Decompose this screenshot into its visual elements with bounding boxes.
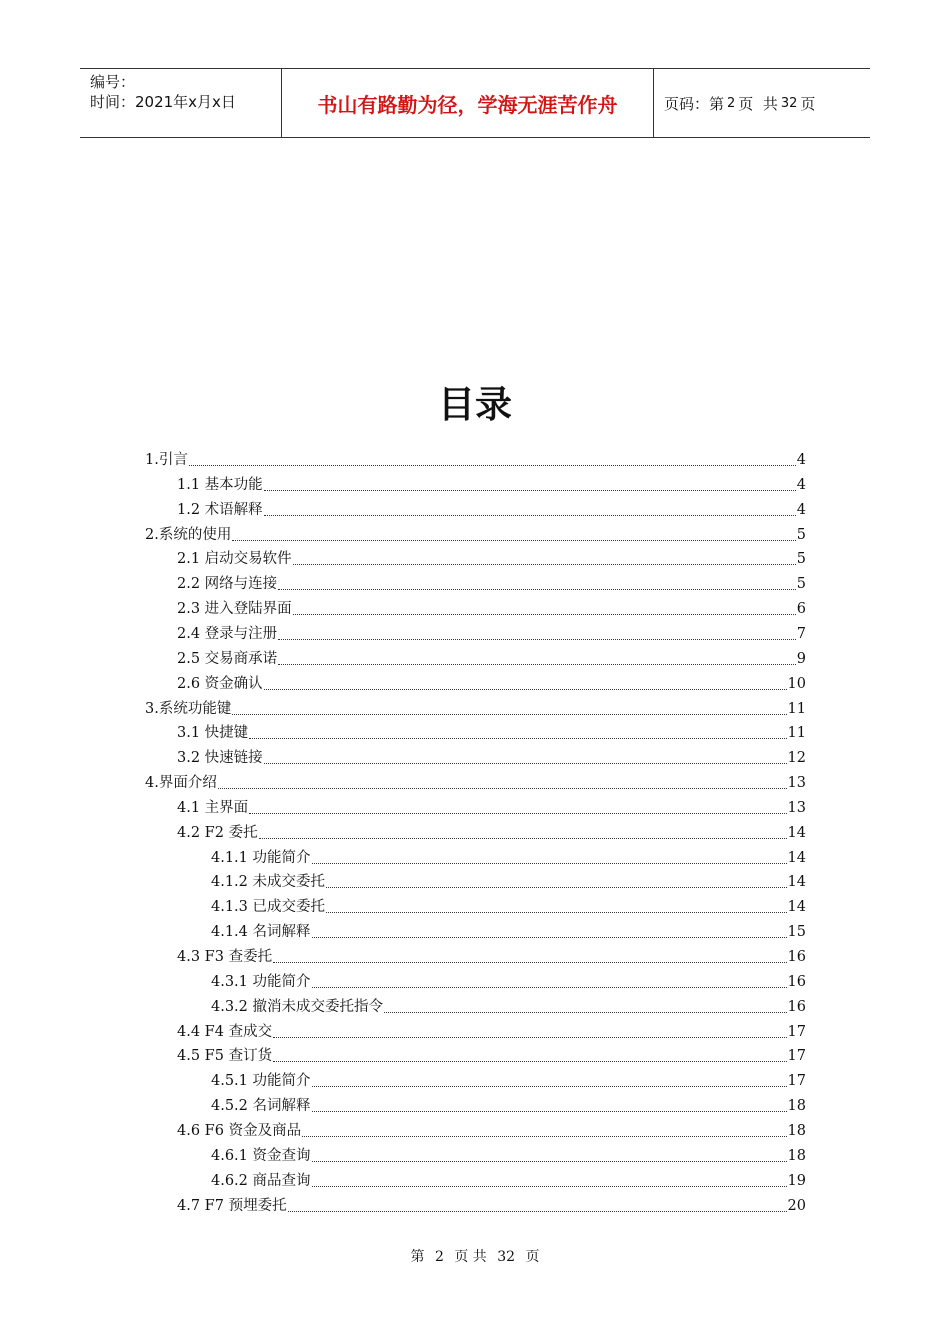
toc-entry[interactable] (211, 1092, 806, 1116)
toc-entry-page: 4 (796, 476, 806, 493)
toc-entry-label: 2.5 交易商承诺 (177, 650, 278, 667)
page-footer (0, 1246, 950, 1266)
toc-entry-label: 3.1 快捷键 (177, 725, 249, 742)
toc-entry-label: 2.2 网络与连接 (177, 576, 278, 593)
toc-entry-label: 4.4 F4 查成交 (177, 1023, 273, 1040)
toc-entry-page: 5 (796, 576, 806, 593)
toc-entry-label: 4.6.2 商品查询 (211, 1172, 311, 1189)
page-prefix: 页码：第 (664, 94, 725, 113)
toc-entry-page: 19 (787, 1172, 806, 1189)
toc-entry-label: 1.2 术语解释 (177, 501, 263, 518)
toc-entry-page: 17 (787, 1073, 806, 1090)
toc-entry-label: 4.1.3 已成交委托 (211, 899, 326, 916)
toc-entry[interactable] (211, 868, 806, 892)
toc-leader-dots (232, 539, 795, 541)
toc-leader-dots (273, 1036, 786, 1038)
toc-leader-dots (189, 464, 796, 466)
footer-prefix: 第 (410, 1249, 425, 1265)
toc-leader-dots (293, 613, 796, 615)
toc-entry[interactable] (211, 918, 806, 942)
page-mid: 页 共 (738, 94, 778, 113)
toc-entry-page: 15 (787, 924, 806, 941)
toc-entry[interactable] (177, 620, 806, 644)
toc-leader-dots (312, 862, 787, 864)
toc-entry[interactable] (145, 521, 806, 545)
toc-leader-dots (264, 688, 787, 690)
toc-leader-dots (312, 986, 787, 988)
toc-leader-dots (278, 638, 796, 640)
toc-entry-page: 17 (787, 1023, 806, 1040)
toc-entry-label: 4.2 F2 委托 (177, 824, 258, 841)
toc-entry-label: 4.1.2 未成交委托 (211, 874, 326, 891)
toc-title: 目录 (438, 383, 512, 426)
toc-entry-page: 18 (787, 1147, 806, 1164)
toc-entry[interactable] (177, 471, 806, 495)
toc-entry-label: 2.6 资金确认 (177, 675, 263, 692)
serial-label: 编号： (90, 73, 136, 91)
toc-entry-page: 13 (787, 775, 806, 792)
toc-entry-page: 16 (787, 949, 806, 965)
toc-entry-label: 3.2 快速链接 (177, 750, 263, 767)
toc-leader-dots (259, 837, 787, 839)
toc-entry[interactable] (177, 1018, 806, 1042)
toc-entry-page: 14 (787, 874, 806, 891)
toc-entry[interactable] (177, 794, 806, 818)
toc-leader-dots (326, 886, 787, 888)
toc-entry[interactable] (177, 1192, 806, 1216)
toc-entry[interactable] (177, 545, 806, 569)
toc-entry-page: 14 (787, 899, 806, 916)
toc-entry-label: 4.3.2 撤消未成交委托指令 (211, 998, 384, 1015)
toc-entry[interactable] (211, 993, 806, 1017)
toc-entry-label: 4.5 F5 查订货 (177, 1048, 273, 1065)
toc-entry-page: 4 (796, 452, 806, 468)
toc-leader-dots (384, 1011, 787, 1013)
toc-entry-label: 4.6 F6 资金及商品 (177, 1122, 302, 1139)
header-page-info (654, 69, 870, 137)
toc-entry[interactable] (177, 496, 806, 520)
toc-entry-label: 4.3.1 功能简介 (211, 973, 311, 990)
toc-leader-dots (273, 961, 786, 963)
time-label: 时间：2021年x月x日 (90, 93, 236, 111)
toc-entry[interactable] (211, 968, 806, 992)
toc-entry[interactable] (177, 1117, 806, 1141)
toc-entry[interactable] (211, 1167, 806, 1191)
toc-entry-page: 18 (787, 1098, 806, 1115)
page-header (80, 68, 870, 138)
toc-leader-dots (273, 1060, 786, 1062)
toc-entry[interactable] (177, 570, 806, 594)
toc-leader-dots (232, 713, 786, 715)
toc-entry-label: 2.系统的使用 (145, 526, 232, 543)
toc-entry-label: 4.界面介绍 (145, 775, 217, 792)
toc-leader-dots (278, 663, 796, 665)
toc-entry-page: 17 (787, 1048, 806, 1065)
toc-entry-page: 12 (787, 750, 806, 767)
toc-entry-page: 4 (796, 501, 806, 518)
toc-entry-page: 11 (787, 725, 806, 742)
toc-leader-dots (288, 1210, 787, 1212)
page-total: 32 (780, 95, 798, 111)
toc-entry[interactable] (211, 1067, 806, 1091)
toc-leader-dots (278, 588, 796, 590)
toc-leader-dots (249, 737, 786, 739)
toc-entry-label: 1.引言 (145, 452, 188, 468)
toc-entry[interactable] (145, 769, 806, 793)
toc-leader-dots (312, 1160, 787, 1162)
toc-entry[interactable] (211, 844, 806, 868)
toc-entry-label: 2.3 进入登陆界面 (177, 601, 292, 618)
toc-leader-dots (312, 1185, 787, 1187)
footer-total: 32 (497, 1249, 516, 1265)
toc-entry-label: 4.5.2 名词解释 (211, 1098, 311, 1115)
toc-leader-dots (218, 787, 787, 789)
toc-entry[interactable] (177, 819, 806, 843)
toc-entry-page: 9 (796, 650, 806, 667)
toc-entry-page: 5 (796, 526, 806, 543)
toc-entry[interactable] (177, 719, 806, 743)
toc-entry-page: 11 (787, 700, 806, 717)
toc-entry[interactable] (145, 446, 806, 470)
toc-entry-page: 7 (796, 625, 806, 642)
toc-entry-label: 2.1 启动交易软件 (177, 551, 292, 568)
toc-entry-label: 4.1.4 名词解释 (211, 924, 311, 941)
footer-page-num: 2 (434, 1249, 444, 1265)
toc-leader-dots (249, 812, 786, 814)
toc-leader-dots (312, 1110, 787, 1112)
toc-entry-label: 4.1 主界面 (177, 799, 249, 816)
toc-entry[interactable] (177, 595, 806, 619)
toc-entry-label: 3.系统功能键 (145, 700, 232, 717)
toc-entry-label: 4.3 F3 查委托 (177, 949, 273, 965)
toc-entry[interactable] (211, 893, 806, 917)
header-meta (80, 69, 282, 137)
toc-entry-page: 13 (787, 799, 806, 816)
footer-suffix: 页 (525, 1249, 540, 1265)
page-num: 2 (727, 95, 736, 111)
motto-text: 书山有路勤为径，学海无涯苦作舟 (317, 92, 618, 117)
toc-entry-label: 4.1.1 功能简介 (211, 849, 311, 866)
toc-entry[interactable] (177, 670, 806, 694)
toc-entry-page: 16 (787, 998, 806, 1015)
toc-leader-dots (264, 762, 787, 764)
toc-entry[interactable] (177, 645, 806, 669)
toc-leader-dots (264, 489, 796, 491)
toc-entry[interactable] (211, 1142, 806, 1166)
toc-entry-label: 4.5.1 功能简介 (211, 1073, 311, 1090)
toc-entry-page: 14 (787, 849, 806, 866)
toc-entry-page: 5 (796, 551, 806, 568)
toc-entry-label: 4.7 F7 预埋委托 (177, 1197, 287, 1214)
toc-entry-label: 4.6.1 资金查询 (211, 1147, 311, 1164)
toc-leader-dots (264, 514, 796, 516)
toc-entry-page: 20 (787, 1197, 806, 1214)
toc-entry-page: 18 (787, 1122, 806, 1139)
toc-leader-dots (312, 936, 787, 938)
toc-leader-dots (312, 1085, 787, 1087)
toc-entry[interactable] (177, 744, 806, 768)
toc-leader-dots (326, 911, 787, 913)
toc-entry[interactable] (177, 943, 806, 967)
toc-entry-page: 6 (796, 601, 806, 618)
toc-entry[interactable] (177, 1042, 806, 1066)
toc-entry-label: 2.4 登录与注册 (177, 625, 278, 642)
toc-leader-dots (293, 563, 796, 565)
page-suffix: 页 (800, 94, 816, 113)
toc-entry-page: 16 (787, 973, 806, 990)
toc-leader-dots (302, 1135, 786, 1137)
toc-entry[interactable] (145, 695, 806, 719)
toc-entry-page: 10 (787, 675, 806, 692)
toc-entry-page: 14 (787, 824, 806, 841)
footer-mid: 页 共 (454, 1249, 487, 1265)
toc-entry-label: 1.1 基本功能 (177, 476, 263, 493)
header-motto (282, 69, 654, 137)
